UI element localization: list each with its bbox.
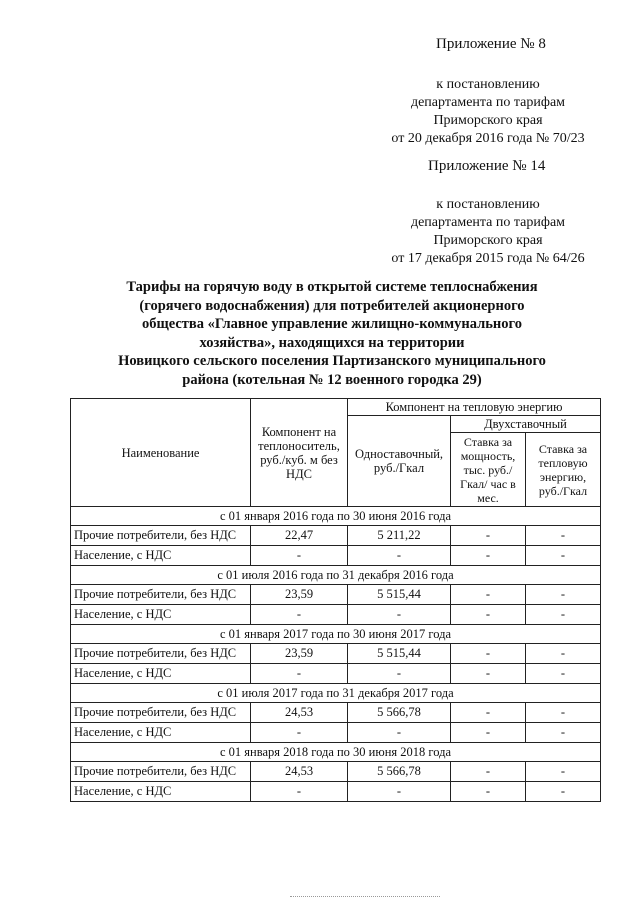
row-name: Население, с НДС: [71, 664, 251, 684]
table-row: [71, 723, 601, 743]
carrier-value: 22,47: [251, 526, 348, 546]
capacity-rate-value: -: [451, 605, 526, 625]
appendix-8-line: от 20 декабря 2016 года № 70/23: [391, 131, 585, 146]
period-row: с 01 июля 2016 года по 31 декабря 2016 года: [71, 566, 601, 585]
header-single-rate: Одноставочный, руб./Гкал: [348, 416, 451, 507]
single-rate-value: -: [348, 664, 451, 684]
table-row: [71, 526, 601, 546]
single-rate-value: -: [348, 605, 451, 625]
appendix-8-line: департамента по тарифам: [410, 95, 566, 110]
single-rate-value: 5 211,22: [348, 526, 451, 546]
table-row: [71, 644, 601, 664]
single-rate-value: 5 566,78: [348, 762, 451, 782]
appendix-14-line: к постановлению: [436, 197, 540, 212]
carrier-value: 24,53: [251, 762, 348, 782]
single-rate-value: -: [348, 782, 451, 802]
table-row: [71, 546, 601, 566]
energy-rate-value: -: [526, 762, 601, 782]
capacity-rate-value: -: [451, 782, 526, 802]
row-name: Население, с НДС: [71, 605, 251, 625]
period-row: с 01 января 2018 года по 30 июня 2018 года: [71, 743, 601, 762]
row-name: Население, с НДС: [71, 782, 251, 802]
energy-rate-value: -: [526, 644, 601, 664]
header-energy-component: Компонент на тепловую энергию: [348, 399, 601, 416]
header-two-rate: Двухставочный: [451, 416, 601, 433]
single-rate-value: 5 566,78: [348, 703, 451, 723]
single-rate-value: 5 515,44: [348, 644, 451, 664]
title-line: (горячего водоснабжения) для потребителей акционерного: [139, 297, 525, 314]
row-name: Прочие потребители, без НДС: [71, 585, 251, 605]
table-row: [71, 605, 601, 625]
header-name: Наименование: [71, 399, 251, 507]
period-row: с 01 июля 2017 года по 31 декабря 2017 года: [71, 684, 601, 703]
capacity-rate-value: -: [451, 723, 526, 743]
appendix-14-line: Приморского края: [433, 233, 543, 248]
energy-rate-value: -: [526, 723, 601, 743]
document-title: [60, 278, 604, 389]
title-line: района (котельная № 12 военного городка 29): [182, 371, 482, 388]
single-rate-value: 5 515,44: [348, 585, 451, 605]
carrier-value: -: [251, 723, 348, 743]
carrier-value: 23,59: [251, 644, 348, 664]
scan-artifact: [290, 896, 440, 901]
capacity-rate-value: -: [451, 546, 526, 566]
title-line: Тарифы на горячую воду в открытой системе теплоснабжения: [126, 279, 538, 295]
title-line: хозяйства», находящихся на территории: [199, 334, 465, 351]
table-row: [71, 703, 601, 723]
appendix-8-title: Приложение № 8: [436, 36, 546, 52]
capacity-rate-value: -: [451, 585, 526, 605]
carrier-value: -: [251, 782, 348, 802]
row-name: Прочие потребители, без НДС: [71, 703, 251, 723]
appendix-14-title: Приложение № 14: [428, 158, 546, 174]
capacity-rate-value: -: [451, 703, 526, 723]
appendix-14-line: департамента по тарифам: [410, 215, 566, 230]
carrier-value: -: [251, 605, 348, 625]
appendix-8-line: к постановлению: [436, 77, 540, 92]
row-name: Прочие потребители, без НДС: [71, 644, 251, 664]
table-row: [71, 782, 601, 802]
header-capacity-rate: Ставка за мощность, тыс. руб./Гкал/ час в мес.: [451, 433, 526, 507]
row-name: Прочие потребители, без НДС: [71, 762, 251, 782]
row-name: Население, с НДС: [71, 723, 251, 743]
tariff-table: [70, 398, 601, 802]
capacity-rate-value: -: [451, 526, 526, 546]
capacity-rate-value: -: [451, 762, 526, 782]
row-name: Население, с НДС: [71, 546, 251, 566]
appendix-8-line: Приморского края: [433, 113, 543, 128]
single-rate-value: -: [348, 723, 451, 743]
period-row: с 01 января 2017 года по 30 июня 2017 года: [71, 625, 601, 644]
carrier-value: 23,59: [251, 585, 348, 605]
table-row: [71, 762, 601, 782]
period-row: с 01 января 2016 года по 30 июня 2016 года: [71, 507, 601, 526]
capacity-rate-value: -: [451, 644, 526, 664]
energy-rate-value: -: [526, 585, 601, 605]
title-line: общества «Главное управление жилищно-коммунального: [141, 316, 523, 332]
carrier-value: -: [251, 546, 348, 566]
single-rate-value: -: [348, 546, 451, 566]
capacity-rate-value: -: [451, 664, 526, 684]
carrier-value: 24,53: [251, 703, 348, 723]
energy-rate-value: -: [526, 703, 601, 723]
carrier-value: -: [251, 664, 348, 684]
energy-rate-value: -: [526, 546, 601, 566]
header-energy-rate: Ставка за тепловую энергию, руб./Гкал: [526, 433, 601, 507]
energy-rate-value: -: [526, 605, 601, 625]
appendix-14-line: от 17 декабря 2015 года № 64/26: [391, 251, 585, 266]
appendix-8-reference: [372, 76, 604, 148]
title-line: Новицкого сельского поселения Партизанского муниципального: [118, 353, 546, 369]
header-carrier-component: Компонент на теплоноситель, руб./куб. м без НДС: [251, 399, 348, 507]
row-name: Прочие потребители, без НДС: [71, 526, 251, 546]
table-row: [71, 664, 601, 684]
appendix-14-reference: [368, 196, 608, 268]
energy-rate-value: -: [526, 526, 601, 546]
energy-rate-value: -: [526, 782, 601, 802]
table-row: [71, 585, 601, 605]
energy-rate-value: -: [526, 664, 601, 684]
